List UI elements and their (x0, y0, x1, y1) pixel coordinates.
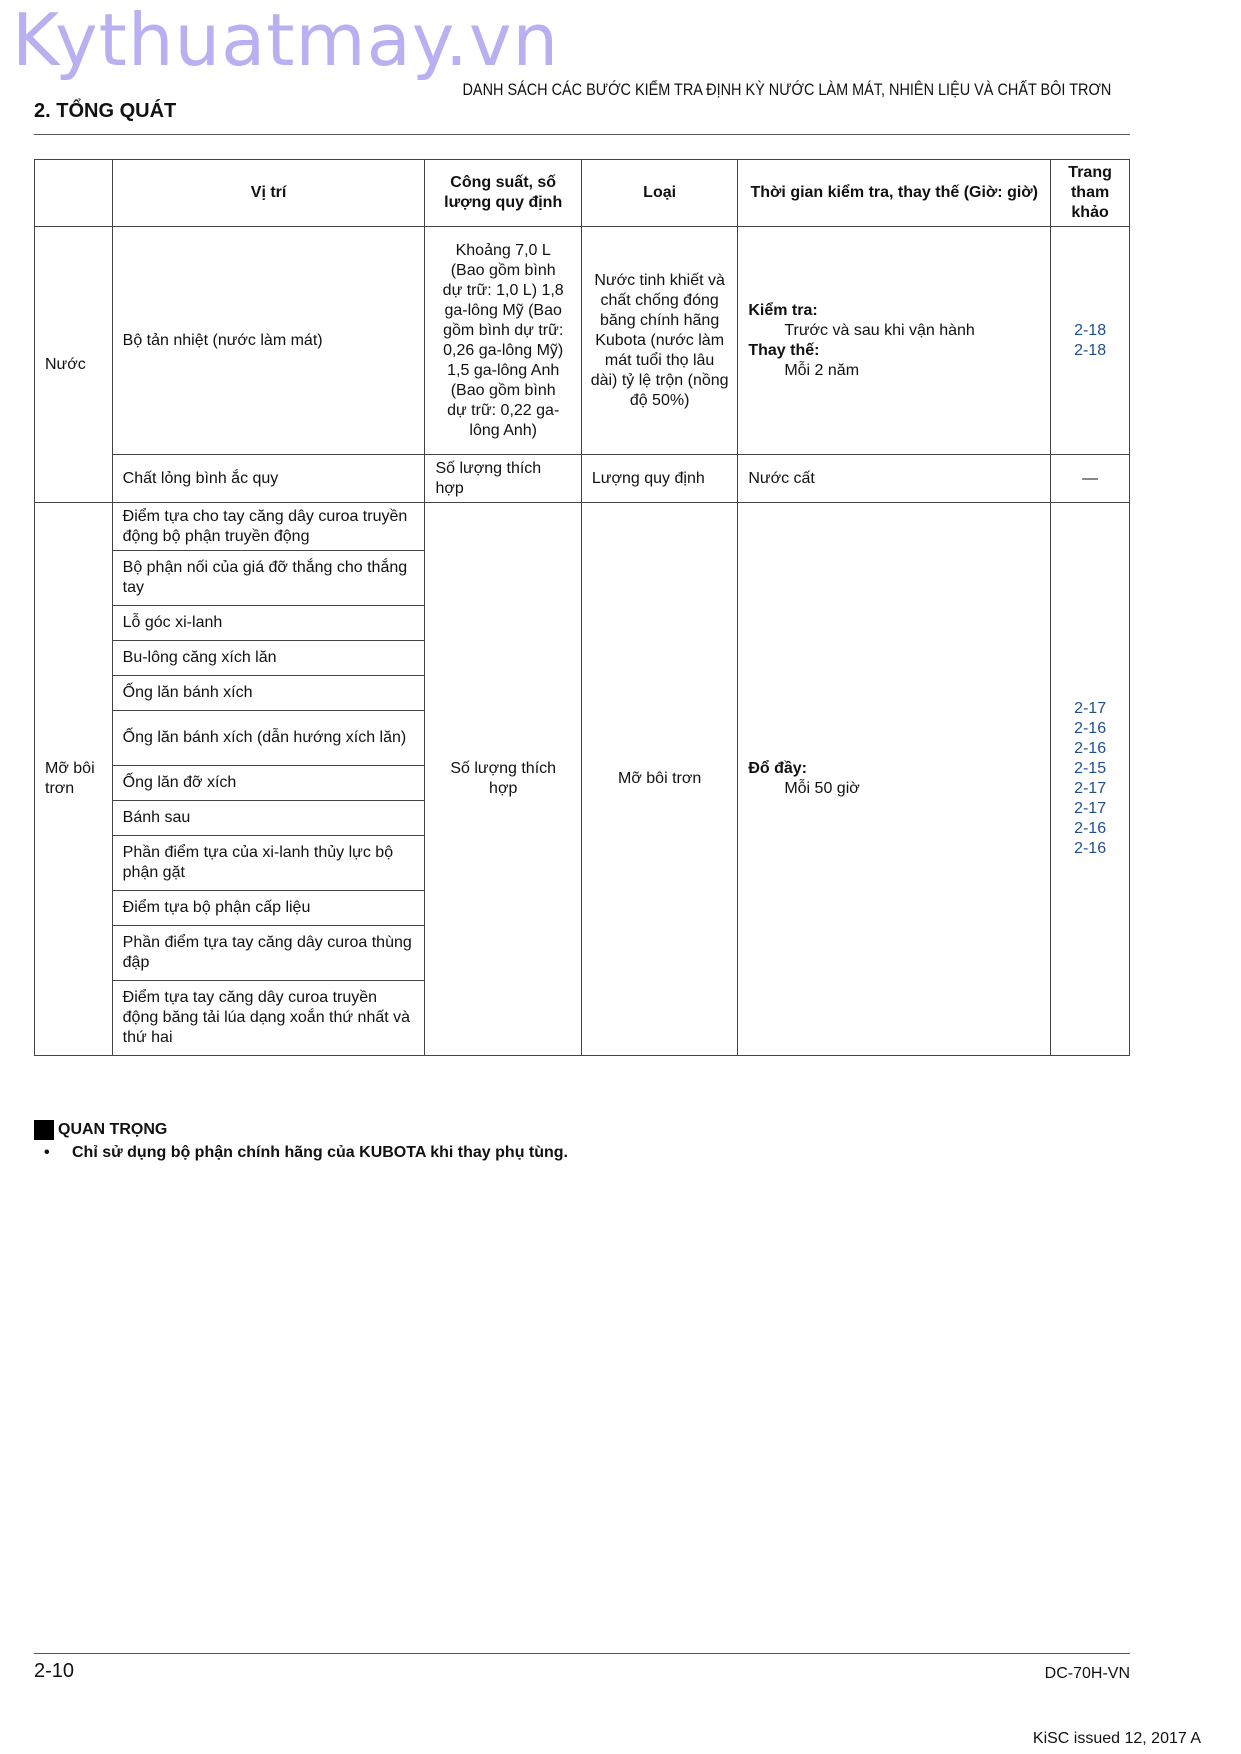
ref-link[interactable]: 2-17 (1074, 780, 1107, 797)
grease-item: Lỗ góc xi-lanh (112, 606, 425, 641)
watermark-logo: Kythuatmay.vn (12, 0, 560, 82)
important-title: QUAN TRỌNG (58, 1121, 168, 1138)
grease-item: Bu-lông căng xích lăn (112, 641, 425, 676)
group-water: Nước (35, 227, 113, 503)
header-position: Vị trí (112, 160, 425, 227)
footer-divider (34, 1653, 1130, 1654)
grease-item: Bộ phận nối của giá đỡ thắng cho thắng tay (112, 551, 425, 606)
grease-item: Điểm tựa bộ phận cấp liệu (112, 891, 425, 926)
check-value: Trước và sau khi vận hành (784, 321, 975, 339)
ref-link[interactable]: 2-15 (1074, 760, 1107, 777)
table-row (35, 503, 1130, 551)
header-group (35, 160, 113, 227)
replace-value: Mỗi 2 năm (784, 361, 860, 379)
type-grease: Mỡ bôi trơn (581, 503, 737, 1056)
grease-item: Phần điểm tựa của xi-lanh thủy lực bộ phận gặt (112, 836, 425, 891)
grease-item: Ống lăn bánh xích (dẫn hướng xích lăn) (112, 711, 425, 766)
ref-link[interactable]: 2-16 (1074, 720, 1107, 737)
ref-radiator (1051, 227, 1130, 455)
check-label: Kiểm tra: (748, 301, 818, 319)
position-radiator: Bộ tản nhiệt (nước làm mát) (112, 227, 425, 455)
capacity-grease: Số lượng thích hợp (425, 503, 581, 1056)
ref-link[interactable]: 2-17 (1074, 800, 1107, 817)
grease-item: Điểm tựa cho tay căng dây curoa truyền động bộ phận truyền động (112, 503, 425, 551)
header-interval: Thời gian kiểm tra, thay thế (Giờ: giờ) (738, 160, 1051, 227)
position-battery: Chất lỏng bình ắc quy (112, 455, 425, 503)
table-row (35, 227, 1130, 455)
interval-battery: Nước cất (738, 455, 1051, 503)
capacity-radiator: Khoảng 7,0 L (Bao gồm bình dự trữ: 1,0 L) 1,8 ga-lông Mỹ (Bao gồm bình dự trữ: 0,26 ga-lông Mỹ) 1,5 ga-lông Anh (Bao gồm bình dự trữ: 0,22 ga-lông Anh) (425, 227, 581, 455)
header-ref: Trang tham khảo (1051, 160, 1130, 227)
ref-link[interactable]: 2-16 (1074, 840, 1107, 857)
issued-label: KiSC issued 12, 2017 A (1032, 1730, 1201, 1747)
inspection-table (34, 159, 1130, 1056)
fill-label: Đổ đầy: (748, 760, 807, 777)
important-text: Chỉ sử dụng bộ phận chính hãng của KUBOTA khi thay phụ tùng. (72, 1144, 568, 1161)
capacity-battery: Số lượng thích hợp (425, 455, 581, 503)
header-title: DANH SÁCH CÁC BƯỚC KIỂM TRA ĐỊNH KỲ NƯỚC LÀM MÁT, NHIÊN LIỆU VÀ CHẤT BÔI TRƠN (462, 80, 1111, 99)
table-row (35, 455, 1130, 503)
fill-value: Mỗi 50 giờ (784, 780, 860, 797)
important-square-icon (34, 1120, 54, 1140)
type-battery: Lượng quy định (581, 455, 737, 503)
table-header-row (35, 160, 1130, 227)
doc-code: DC-70H-VN (1044, 1665, 1130, 1682)
header-type: Loại (581, 160, 737, 227)
ref-battery: — (1051, 455, 1130, 503)
interval-radiator (738, 227, 1051, 455)
ref-link[interactable]: 2-16 (1074, 820, 1107, 837)
section-title: 2. TỔNG QUÁT (34, 100, 177, 122)
grease-item: Điểm tựa tay căng dây curoa truyền động băng tải lúa dạng xoắn thứ nhất và thứ hai (112, 981, 425, 1056)
ref-link[interactable]: 2-17 (1074, 700, 1107, 717)
replace-label: Thay thế: (748, 341, 820, 359)
bullet-icon: • (44, 1144, 50, 1161)
grease-item: Bánh sau (112, 801, 425, 836)
interval-grease (738, 503, 1051, 1056)
grease-item: Ống lăn bánh xích (112, 676, 425, 711)
grease-item: Phần điểm tựa tay căng dây curoa thùng đập (112, 926, 425, 981)
ref-link[interactable]: 2-18 (1074, 341, 1107, 359)
page-number: 2-10 (34, 1660, 75, 1682)
type-radiator: Nước tinh khiết và chất chống đóng băng chính hãng Kubota (nước làm mát tuổi thọ lâu dài) tỷ lệ trộn (nồng độ 50%) (581, 227, 737, 455)
important-heading (34, 1120, 568, 1140)
header-capacity: Công suất, số lượng quy định (425, 160, 581, 227)
group-grease: Mỡ bôi trơn (35, 503, 113, 1056)
important-note (34, 1120, 568, 1162)
ref-link[interactable]: 2-18 (1074, 321, 1107, 339)
header-divider (34, 134, 1130, 135)
ref-grease (1051, 503, 1130, 1056)
important-item (34, 1144, 568, 1162)
ref-link[interactable]: 2-16 (1074, 740, 1107, 757)
grease-item: Ống lăn đỡ xích (112, 766, 425, 801)
